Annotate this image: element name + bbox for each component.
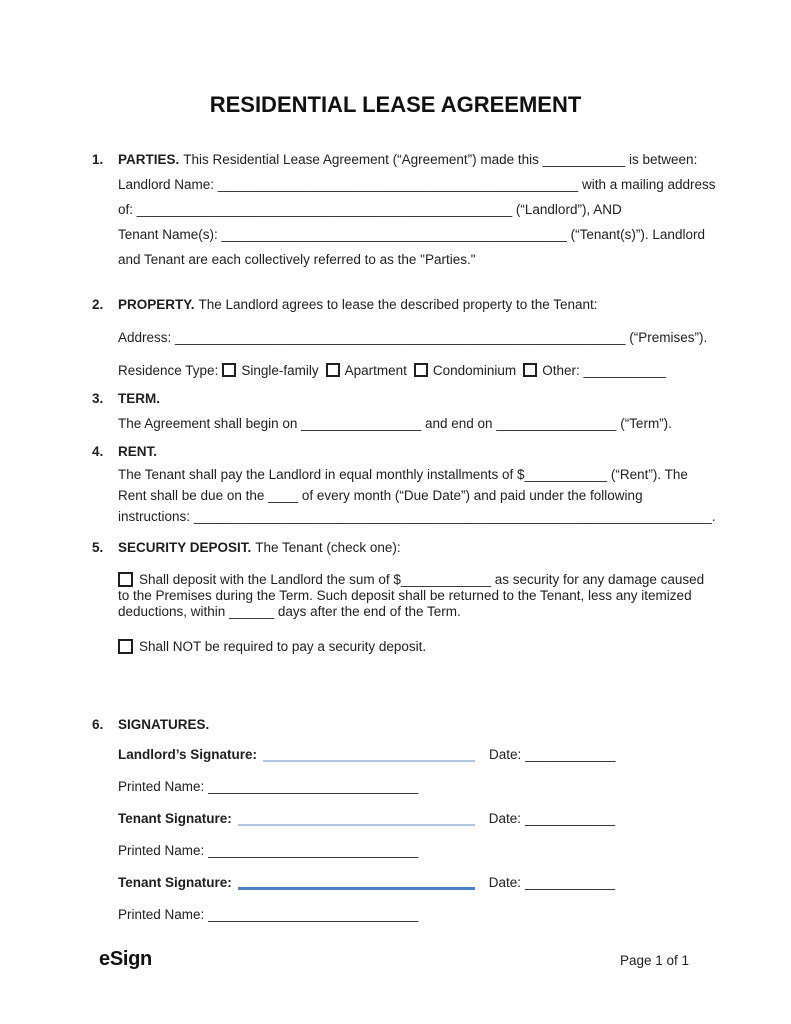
rent-heading-line [118,439,717,464]
tenant-date-blank-1[interactable]: ____________ [525,811,616,826]
property-heading-line [118,292,717,317]
checkbox-other[interactable] [523,363,537,377]
checkbox-deposit-required[interactable] [118,572,133,587]
section-number: 6. [92,717,104,732]
rent-due-date-line[interactable]: Rent shall be due on the ____ of every month (“Due Date”) and paid under the following [118,488,643,503]
deposit-option-line-1 [118,572,717,588]
section-number: 3. [92,391,104,406]
tenant-date-blank-2[interactable]: ____________ [525,875,616,890]
section-property [92,292,717,383]
tenant-signature-line-1[interactable] [238,811,475,826]
security-intro: The Tenant (check one): [255,540,401,555]
option-single-family-label: Single-family [241,363,319,378]
property-intro: The Landlord agrees to lease the described property to the Tenant: [198,297,598,312]
section-rent [92,439,717,527]
tenant-signature-row-2 [118,874,717,891]
landlord-date-blank[interactable]: ____________ [525,747,616,762]
parties-closing-line: and Tenant are each collectively referred to as the "Parties." [118,252,476,267]
deposit-option-line-3[interactable]: deductions, within ______ days after the end of the Term. [118,604,461,619]
signatures-heading-line [118,712,717,737]
checkbox-single-family[interactable] [222,363,236,377]
landlord-signature-label: Landlord’s Signature: [118,747,258,762]
tenant-printed-name-row-1 [118,842,717,859]
term-dates-line[interactable]: The Agreement shall begin on ________________ and end on ________________ (“Term”). [118,416,672,431]
esign-logo: eSign [99,948,152,970]
section-signatures [92,712,717,923]
section-number: 5. [92,540,104,555]
option-other-blank[interactable]: Other: ___________ [542,363,667,378]
printed-name-label: Printed Name: [118,907,205,922]
parties-heading-line [118,147,717,172]
rent-heading: RENT. [118,444,158,459]
tenant-name-line[interactable]: Tenant Name(s): ______________________________________________ (“Tenant(s)”). Landlord [118,227,705,242]
property-heading: PROPERTY. [118,297,195,312]
printed-name-label: Printed Name: [118,779,205,794]
no-deposit-option-line [118,639,717,655]
page-footer [99,948,689,971]
no-deposit-option-text: Shall NOT be required to pay a security deposit. [139,639,427,654]
landlord-printed-name-blank[interactable]: ____________________________ [208,779,419,794]
tenant-signature-label: Tenant Signature: [118,811,232,826]
landlord-signature-line[interactable] [263,747,475,762]
security-heading: SECURITY DEPOSIT. [118,540,252,555]
page-number: Page 1 of 1 [619,953,689,968]
landlord-name-line[interactable]: Landlord Name: ________________________________________________ with a mailing address [118,177,716,192]
tenant-printed-name-blank-2[interactable]: ____________________________ [208,907,419,922]
deposit-option-line-2: to the Premises during the Term. Such deposit shall be returned to the Tenant, less any itemized [118,588,692,603]
residence-type-label: Residence Type: [118,363,219,378]
option-apartment-label: Apartment [344,363,407,378]
residence-type-row [118,358,717,383]
section-number: 2. [92,297,104,312]
checkbox-no-deposit[interactable] [118,639,133,654]
printed-name-label: Printed Name: [118,843,205,858]
landlord-printed-name-row [118,778,717,795]
date-label: Date: [488,875,522,890]
section-security-deposit [92,535,717,655]
tenant-printed-name-blank-1[interactable]: ____________________________ [208,843,419,858]
rent-instructions-line[interactable]: instructions: _____________________________________________________________________. [118,509,716,524]
term-heading-line [118,386,717,411]
parties-intro[interactable]: This Residential Lease Agreement (“Agreement”) made this ___________ is between: [183,152,698,167]
section-number: 4. [92,444,104,459]
option-condominium-label: Condominium [432,363,517,378]
signatures-heading: SIGNATURES. [118,717,210,732]
rent-amount-line[interactable]: The Tenant shall pay the Landlord in equal monthly installments of $___________ (“Rent”). The [118,467,688,482]
mailing-address-line[interactable]: of: __________________________________________________ (“Landlord”), AND [118,202,622,217]
security-heading-line [118,535,717,560]
tenant-signature-row-1 [118,810,717,827]
date-label: Date: [488,811,522,826]
deposit-option-text-1[interactable]: Shall deposit with the Landlord the sum of $____________ as security for any damage caused [139,572,705,587]
landlord-signature-row [118,746,717,763]
section-number: 1. [92,152,104,167]
term-heading: TERM. [118,391,160,406]
section-term [92,386,717,436]
date-label: Date: [489,747,522,762]
section-parties [92,147,717,272]
checkbox-apartment[interactable] [326,363,340,377]
tenant-signature-label: Tenant Signature: [118,875,232,890]
property-address-line[interactable]: Address: ____________________________________________________________ (“Premises”). [118,330,708,345]
document-title: RESIDENTIAL LEASE AGREEMENT [209,92,582,117]
tenant-signature-line-2[interactable] [238,874,475,890]
tenant-printed-name-row-2 [118,906,717,923]
checkbox-condominium[interactable] [414,363,428,377]
parties-heading: PARTIES. [118,152,180,167]
